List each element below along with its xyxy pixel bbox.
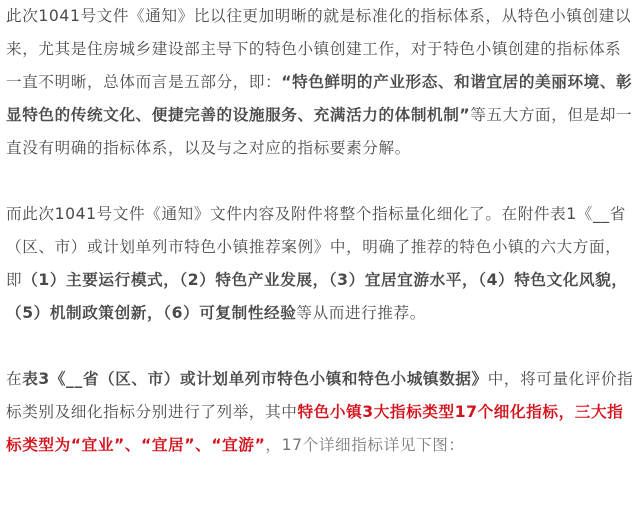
paragraph-table-3 (6, 363, 636, 462)
p1-five-aspects-bold: “特色鲜明的产业形态、和谐宜居的美丽环境、彰显特色的传统文化、便捷完善的设施服务、充满活力的体制机制” (6, 73, 633, 124)
p3-text-1: 在 (6, 370, 23, 388)
paragraph-attachment-table-1 (6, 198, 636, 330)
paragraph-indicator-system (6, 0, 636, 165)
p3-text-2: 中，将可量化评价指标类别及细化指标分别进行了列举，其中 (6, 370, 634, 421)
article-body (6, 0, 636, 462)
p3-table-3-title-bold: 表3《__省（区、市）或计划单列市特色小镇和特色小城镇数据》 (22, 370, 488, 388)
p2-six-aspects-bold: （1）主要运行模式，（2）特色产业发展，（3）宜居宜游水平，（4）特色文化风貌，（5）机制政策创新，（6）可复制性经验 (6, 271, 628, 322)
p2-text-1: 而此次1041号文件《通知》文件内容及附件将整个指标量化细化了。在附件表1《__省（区、市）或计划单列市特色小镇推荐案例》中，明确了推荐的特色小镇的六大方面，即 (6, 205, 626, 289)
p1-text-1: 此次1041号文件《通知》比以往更加明晰的就是标准化的指标体系，从特色小镇创建以来，尤其是住房城乡建设部主导下的特色小镇创建工作，对于特色小镇创建的指标体系一直不明晰，总体而言是五部分，即： (6, 7, 632, 91)
p3-indicator-types-red: 特色小镇3大指标类型17个细化指标，三大指标类型为“宜业”、“宜居”、“宜游” (6, 403, 624, 454)
p3-text-3: ，17个详细指标详见下图： (265, 436, 465, 454)
p1-text-2: 等五大方面，但是却一直没有明确的指标体系，以及与之对应的指标要素分解。 (6, 106, 633, 157)
p2-text-2: 等从而进行推荐。 (296, 304, 426, 322)
